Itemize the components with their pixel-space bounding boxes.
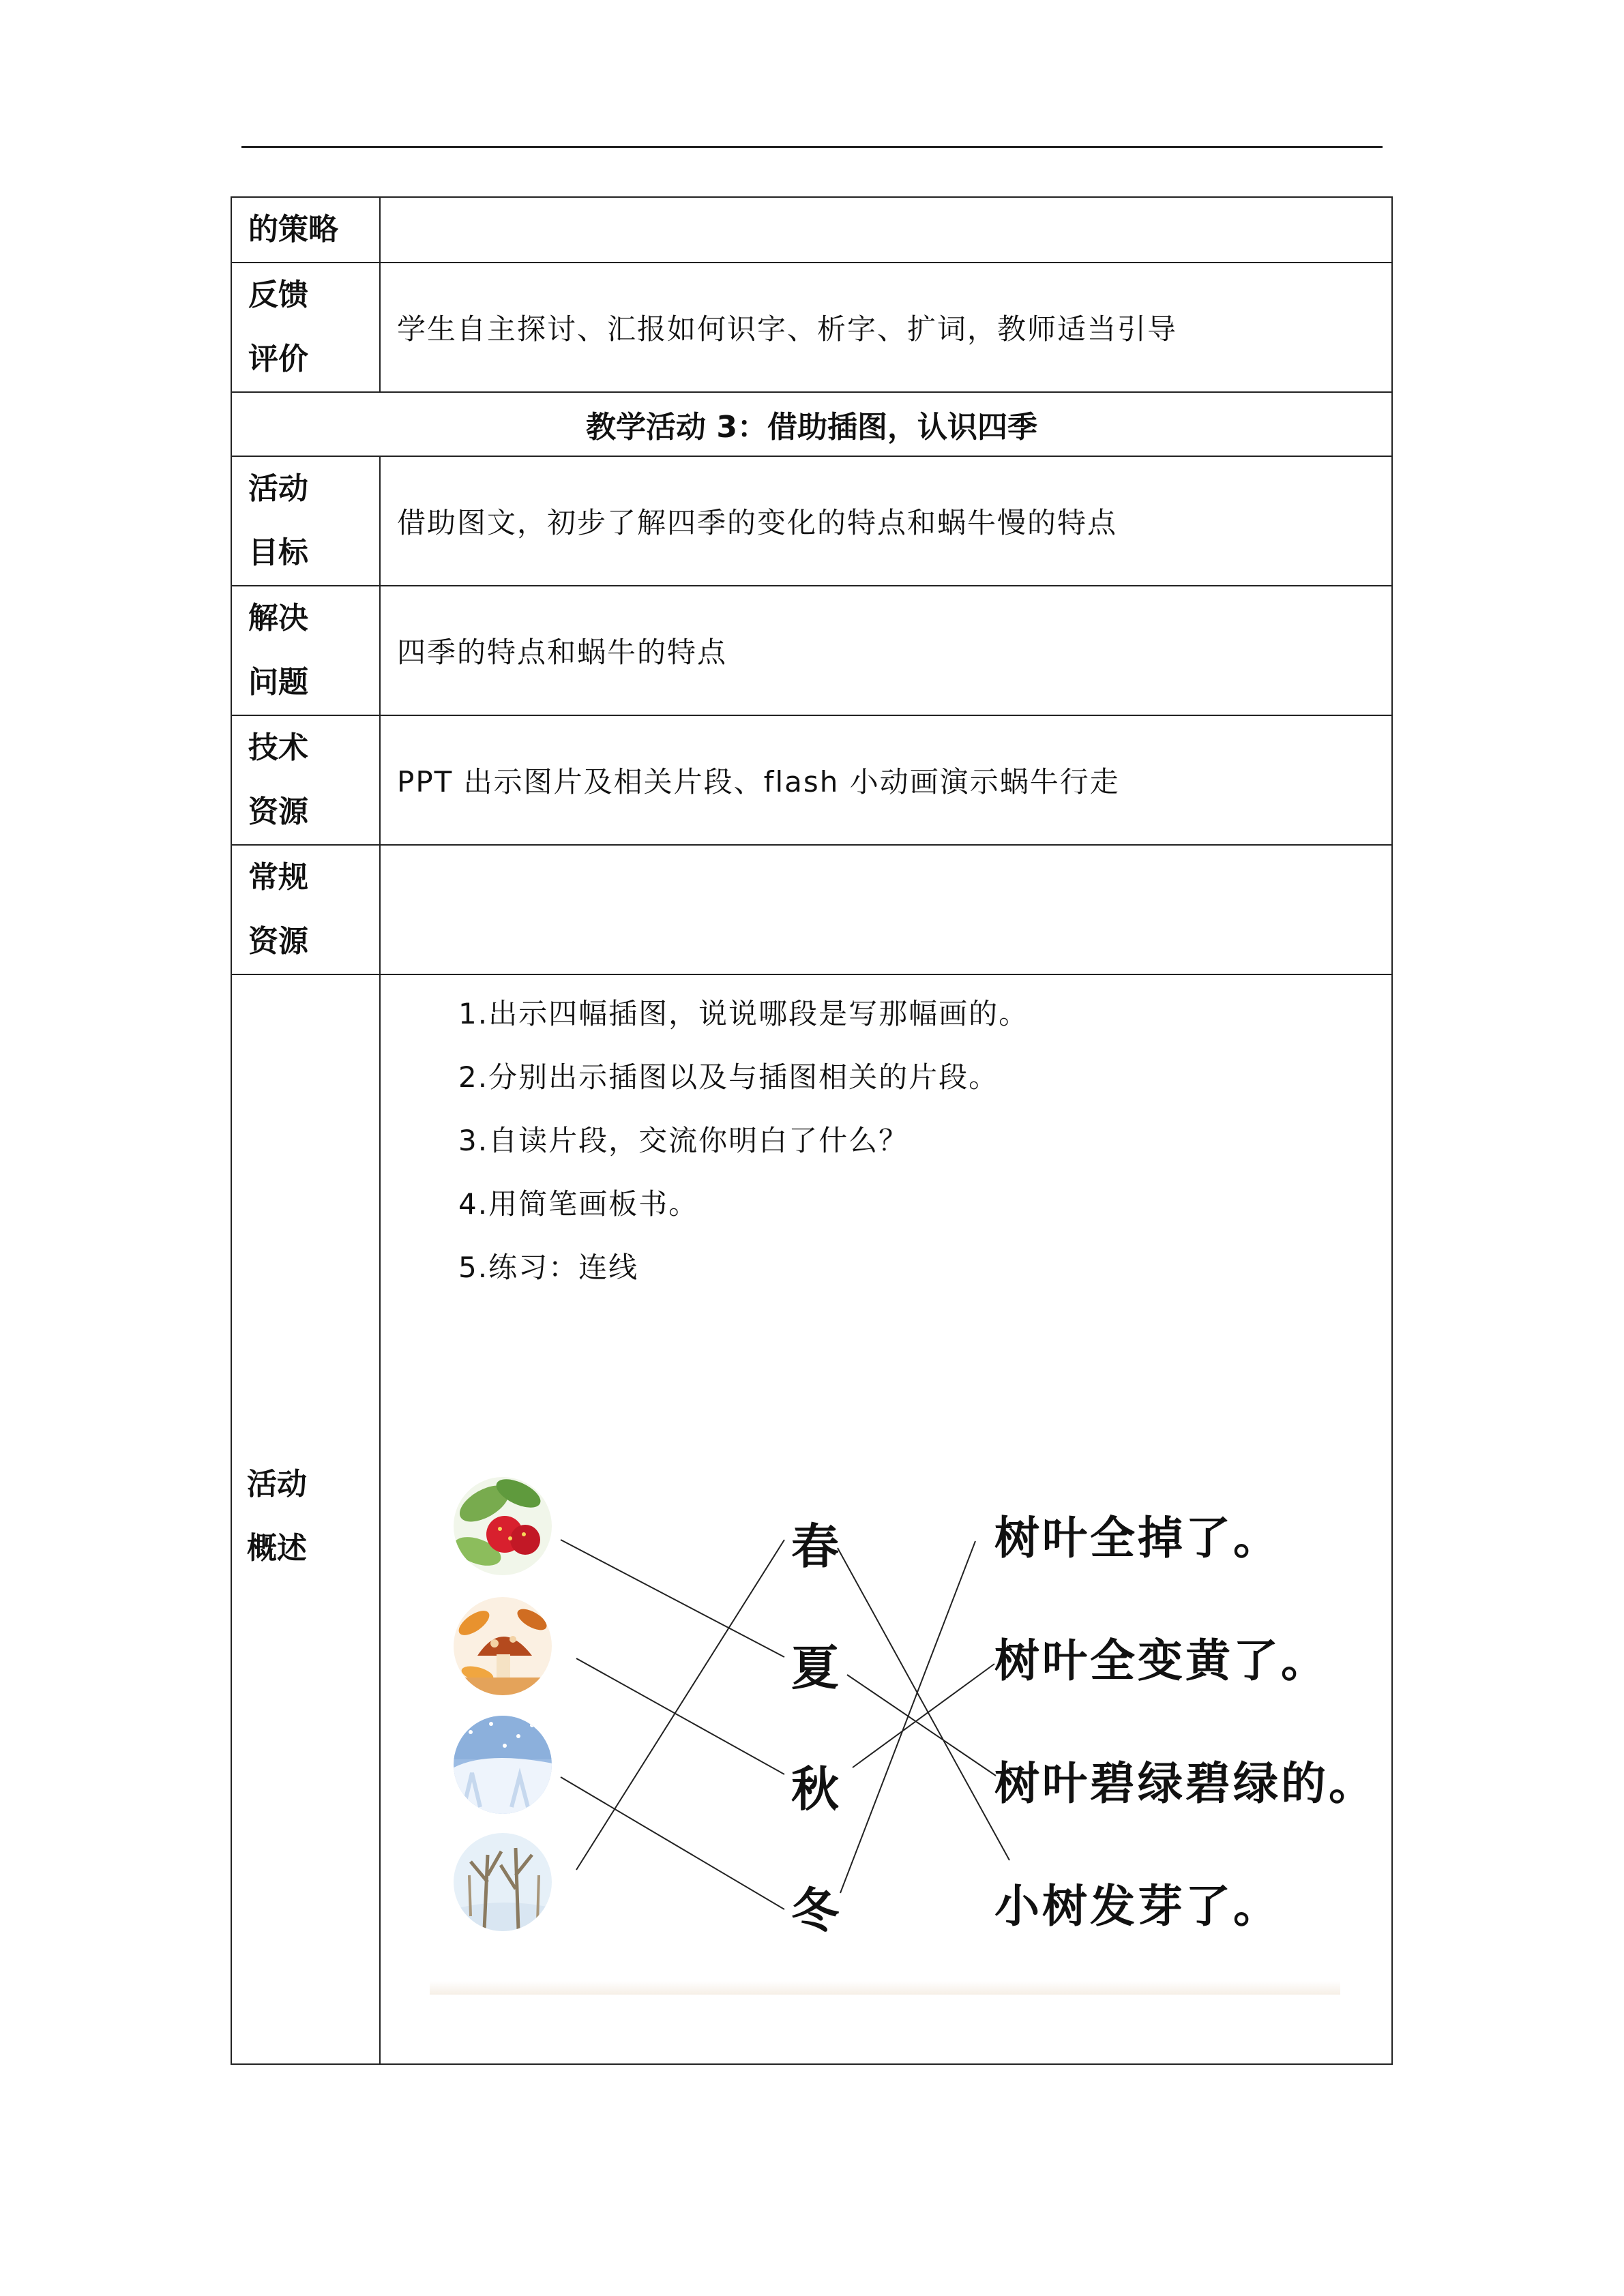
step-item: 2.分别出示插图以及与插图相关的片段。 — [458, 1060, 999, 1094]
connection-line — [576, 1658, 784, 1774]
picture-bottom-edge — [430, 1981, 1340, 1995]
autumn-mushroom-picture-icon — [454, 1597, 552, 1698]
bare-tree-picture-icon — [454, 1833, 559, 1937]
season-summer: 夏 — [791, 1639, 839, 1696]
row-content: 四季的特点和蜗牛的特点 — [380, 586, 1392, 715]
table-row-feedback — [231, 263, 1392, 392]
table-row-regular-resource — [231, 845, 1392, 974]
table-row-tech-resource — [231, 715, 1392, 845]
row-label-text: 解决问题 — [248, 601, 308, 700]
step-item: 1.出示四幅插图，说说哪段是写那幅画的。 — [458, 997, 1029, 1030]
table-row-goal — [231, 456, 1392, 586]
matching-exercise — [430, 1439, 1376, 1998]
strawberry-picture-icon — [450, 1474, 552, 1575]
connection-line — [853, 1664, 994, 1768]
row-label — [231, 845, 380, 974]
sentence-tree-sprouts: 小树发芽了。 — [994, 1879, 1281, 1933]
row-content — [380, 845, 1392, 974]
activity-heading: 教学活动 3：借助插图，认识四季 — [231, 392, 1392, 456]
row-label — [231, 715, 380, 845]
connection-line — [838, 1548, 1009, 1860]
sentence-leaves-green: 树叶碧绿碧绿的。 — [994, 1757, 1376, 1810]
row-content: 借助图文，初步了解四季的变化的特点和蜗牛慢的特点 — [380, 456, 1392, 586]
overview-label-text: 活动概述 — [247, 1467, 307, 1566]
connection-lines — [561, 1540, 1009, 1909]
row-label-text: 常规资源 — [248, 860, 308, 959]
connection-line — [576, 1540, 784, 1870]
sentence-leaves-fallen: 树叶全掉了。 — [994, 1511, 1281, 1564]
row-label-text: 活动目标 — [248, 471, 308, 570]
connection-line — [561, 1540, 784, 1657]
row-content — [380, 197, 1392, 263]
connection-line — [840, 1541, 975, 1893]
connection-line — [561, 1777, 784, 1909]
step-item: 3.自读片段，交流你明白了什么？ — [458, 1124, 909, 1157]
season-autumn: 秋 — [791, 1761, 839, 1817]
header-rule — [241, 146, 1383, 148]
row-content: PPT 出示图片及相关片段、flash 小动画演示蜗牛行走 — [380, 715, 1392, 845]
row-content: 学生自主探讨、汇报如何识字、析字、扩词，教师适当引导 — [380, 263, 1392, 392]
row-label-text: 反馈评价 — [248, 278, 308, 376]
row-label — [231, 263, 380, 392]
row-label — [231, 586, 380, 715]
overview-steps — [458, 982, 1029, 1299]
connection-line — [847, 1675, 996, 1776]
table-row-strategy — [231, 197, 1392, 263]
snow-picture-icon — [450, 1712, 559, 1821]
season-winter: 冬 — [791, 1882, 839, 1939]
step-item: 5.练习：连线 — [458, 1251, 639, 1284]
table-row-problem — [231, 586, 1392, 715]
row-label — [231, 456, 380, 586]
season-spring: 春 — [791, 1518, 839, 1575]
table-row-activity-heading — [231, 392, 1392, 456]
overview-label — [247, 1452, 383, 1581]
row-label: 的策略 — [231, 197, 380, 263]
sentence-leaves-yellow: 树叶全变黄了。 — [994, 1634, 1329, 1687]
step-item: 4.用简笔画板书。 — [458, 1187, 699, 1221]
row-label-text: 技术资源 — [248, 730, 308, 829]
